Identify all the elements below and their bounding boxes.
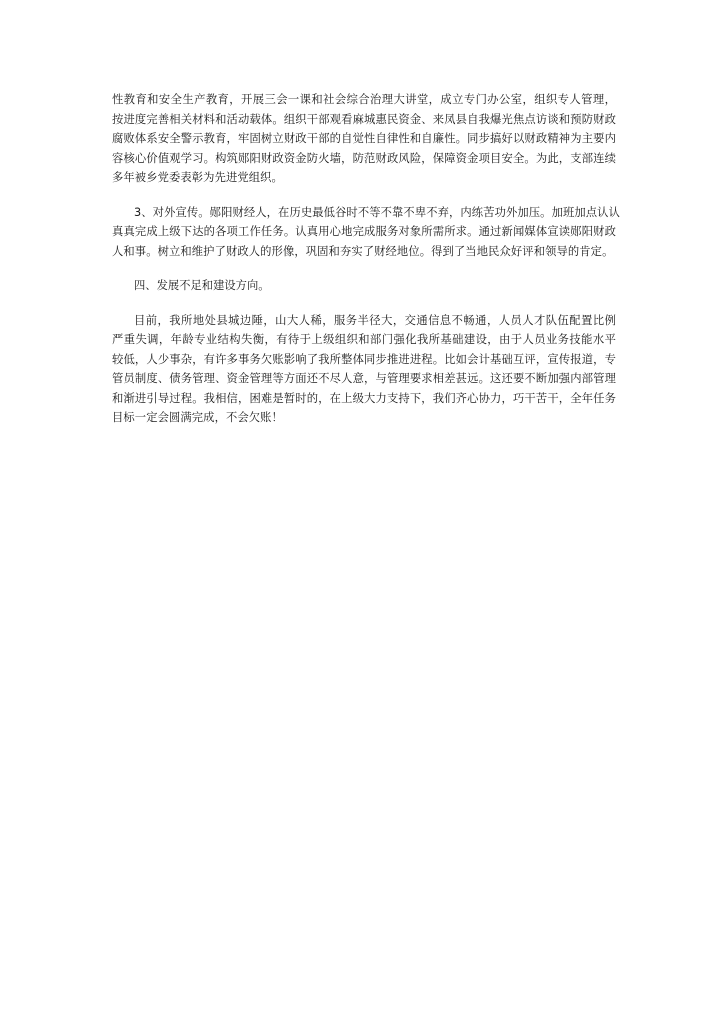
section-heading: 四、发展不足和建设方向。 xyxy=(134,279,270,292)
text-line: 性教育和安全生产教育，开展三会一课和社会综合治理大讲堂，成立专门办公室，组织专人管理， xyxy=(112,93,616,106)
text-line: 3、对外宣传。郧阳财经人，在历史最低谷时不等不靠不卑不弃，内练苦功外加压。加班加点认认 xyxy=(134,205,620,219)
paragraph-development-direction xyxy=(112,311,616,428)
text-line: 严重失调，年龄专业结构失衡，有待于上级组织和部门强化我所基础建设，由于人员业务技能水平 xyxy=(112,333,616,346)
text-line: 管员制度、债务管理、资金管理等方面还不尽人意，与管理要求相差甚远。这还要不断加强内部管理 xyxy=(112,372,616,385)
text-line: 目前，我所地处县城边陲，山大人稀，服务半径大，交通信息不畅通，人员人才队伍配置比例 xyxy=(134,313,616,327)
paragraph-external-publicity xyxy=(112,203,620,262)
text-line: 目标一定会圆满完成，不会欠账！ xyxy=(112,411,283,424)
text-line: 腐败体系安全警示教育，牢固树立财政干部的自觉性自律性和自廉性。同步搞好以财政精神为主要内 xyxy=(112,132,616,145)
text-line: 多年被乡党委表彰为先进党组织。 xyxy=(112,171,283,184)
paragraph-party-education xyxy=(112,90,616,188)
text-line: 和渐进引导过程。我相信，困难是暂时的，在上级大力支持下，我们齐心协力，巧干苦干，全年任务 xyxy=(112,391,616,405)
text-line: 真真完成上级下达的各项工作任务。认真用心地完成服务对象所需所求。通过新闻媒体宣读郧阳财政 xyxy=(112,225,616,238)
text-line: 容核心价值观学习。构筑郧阳财政资金防火墙，防范财政风险，保障资金项目安全。为此，支部连续 xyxy=(112,151,616,165)
document-page xyxy=(112,90,620,443)
text-line: 较低，人少事杂，有许多事务欠账影响了我所整体同步推进进程。比如会计基础互评，宣传报道，专 xyxy=(112,352,616,366)
text-line: 人和事。树立和维护了财政人的形像，巩固和夯实了财经地位。得到了当地民众好评和领导的肯定。 xyxy=(112,244,614,258)
text-line: 按进度完善相关材料和活动载体。组织干部观看麻城惠民资金、来凤县自我爆光焦点访谈和预防财政 xyxy=(112,112,616,126)
